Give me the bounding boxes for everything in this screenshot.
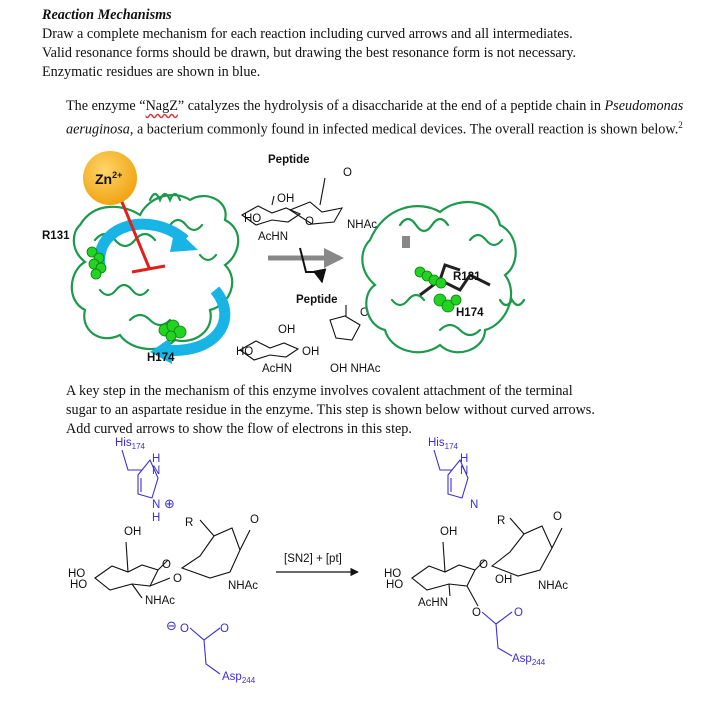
- asp-label-right: Asp$_{244}$: [512, 653, 546, 667]
- left-sugar-ring: [95, 520, 250, 598]
- reactant-glycosidic-o: O: [305, 216, 314, 228]
- his-left-n1: N: [152, 465, 161, 477]
- left-r-group: R: [185, 517, 194, 529]
- asp-right-carbonyl-o: O: [514, 607, 523, 619]
- step-line-2: sugar to an aspartate residue in the enzyme. This step is shown below without curved arrows.: [66, 402, 595, 418]
- protein-ribbon-right: [362, 202, 524, 352]
- asp-label-left: Asp$_{244}$: [222, 671, 256, 685]
- product-carbonyl-o: O: [360, 307, 369, 319]
- right-ester-o: O: [472, 607, 481, 619]
- r131-label-left: R131: [42, 230, 70, 242]
- reference-superscript: 2: [678, 120, 683, 130]
- product-oh-nhac: OH NHAc: [330, 363, 381, 375]
- product-anomeric-oh: OH: [302, 346, 320, 358]
- step-line-3: Add curved arrows to show the flow of electrons in this step.: [66, 421, 412, 437]
- right-r-group: R: [497, 515, 506, 527]
- right-anomeric-oh: OH: [495, 574, 513, 586]
- left-sugar-oh: OH: [124, 526, 142, 538]
- grey-residue: [402, 236, 410, 248]
- reactant-carbonyl-o: O: [343, 167, 352, 179]
- his-right-n1: N: [460, 465, 469, 477]
- product-ho: HO: [236, 346, 254, 358]
- right-ring-o: O: [479, 559, 488, 571]
- reactant-nhac: NHAc: [347, 219, 378, 231]
- organism-name: Pseudomonas aeruginosa: [66, 98, 684, 138]
- his-left-n2: N: [152, 499, 161, 511]
- h174-label-left: H174: [147, 352, 175, 364]
- intro-text-pre: The enzyme “: [66, 98, 146, 114]
- product-disaccharide: [240, 305, 360, 360]
- left-glycosidic-o: O: [173, 573, 182, 585]
- reactant-peptide: Peptide: [268, 154, 310, 166]
- aspartate-left: [190, 628, 220, 674]
- left-nhac-bottom: NHAc: [145, 595, 176, 607]
- his-left-h2: H: [152, 512, 161, 524]
- zinc-label: $Zn^{2+}$: [95, 170, 123, 187]
- reaction-condition: [SN2] + [pt]: [284, 553, 342, 565]
- reactant-oh: OH: [277, 193, 295, 205]
- his-right-n2: N: [470, 499, 479, 511]
- r131-label-right: R131: [453, 271, 481, 283]
- reactant-ho: HO: [244, 213, 262, 225]
- enzyme-name: NagZ: [145, 98, 178, 114]
- his-label-right: His$_{174}$: [428, 437, 458, 451]
- asp-left-o2: O: [220, 623, 229, 635]
- right-nhac: NHAc: [538, 580, 569, 592]
- instruction-line-3: Enzymatic residues are shown in blue.: [42, 64, 261, 80]
- aspartate-right: [482, 612, 512, 656]
- h174-label-right: H174: [456, 307, 484, 319]
- right-bicyclic-o: O: [553, 511, 562, 523]
- right-achn: AcHN: [418, 597, 449, 609]
- h174-spheres-left: [159, 320, 186, 341]
- his-label-left: His$_{174}$: [115, 437, 145, 451]
- product-oh: OH: [278, 324, 296, 336]
- instruction-line-2: Valid resonance forms should be drawn, but drawing the best resonance form is not necessary.: [42, 45, 577, 61]
- step-line-1: A key step in the mechanism of this enzyme involves covalent attachment of the terminal: [66, 383, 573, 399]
- right-sugar-oh: OH: [440, 526, 458, 538]
- asp-left-minus: ⊖: [166, 618, 177, 633]
- left-ring-o: O: [162, 559, 171, 571]
- left-sugar-ho-top: HO: [68, 568, 86, 580]
- reactant-achn: AcHN: [258, 231, 289, 243]
- intro-text-mid: ” catalyzes the hydrolysis of a disaccharide at the end of a peptide chain in: [177, 98, 605, 114]
- instruction-line-1: Draw a complete mechanism for each reaction including curved arrows and all intermediates.: [42, 26, 573, 42]
- left-nhac-right: NHAc: [228, 580, 259, 592]
- asp-left-o1: O: [180, 623, 189, 635]
- left-bicyclic-o: O: [250, 514, 259, 526]
- his-left-plus: ⊕: [164, 496, 175, 511]
- product-peptide: Peptide: [296, 294, 338, 306]
- right-sugar-ho-top: HO: [384, 568, 402, 580]
- his-right-h: H: [460, 453, 469, 465]
- his-left-h1: H: [152, 453, 161, 465]
- right-sugar-ho-bottom: HO: [386, 579, 404, 591]
- hydrolysis-arrow: [300, 248, 322, 282]
- product-achn: AcHN: [262, 363, 293, 375]
- left-sugar-ho-bottom: HO: [70, 579, 88, 591]
- intro-text-post: , a bacterium commonly found in infected medical devices. The overall reaction is shown below.: [129, 121, 679, 138]
- section-title: Reaction Mechanisms: [42, 7, 172, 23]
